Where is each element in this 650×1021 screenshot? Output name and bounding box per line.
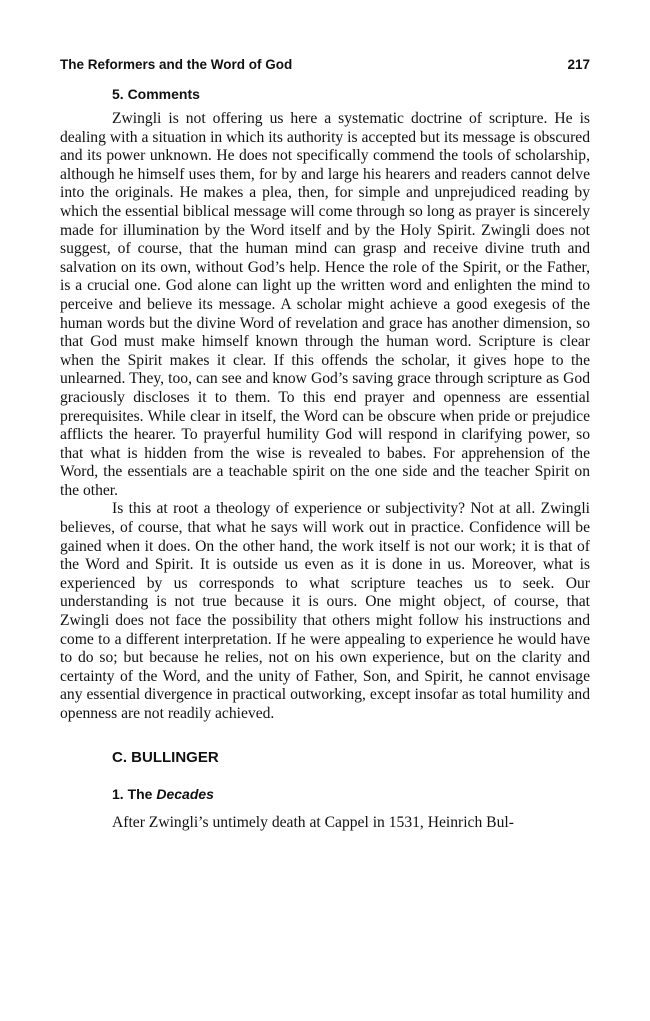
subsection-number: 1. The (112, 785, 153, 802)
chapter-heading: C. BULLINGER (112, 748, 219, 766)
subsection-title: Decades (156, 785, 214, 802)
subsection-heading (112, 784, 590, 804)
continuing-paragraph-line: After Zwingli’s untimely death at Cappel in 1531, Heinrich Bul- (112, 813, 514, 831)
section-heading: 5. Comments (112, 86, 200, 102)
paragraph-2: Is this at root a theology of experience or subjectivity? Not at all. Zwingli believes, of course, that what he says will work out in practice. Confidence will be gained when it does. On the other hand, the work itself is not our work; it is that of the Word and Spirit. It is outside us even as it is done in us. Moreover, what is experienced by us corresponds to what scripture teaches us to seek. Our understanding is not true because it is ours. One might object, of course, that Zwingli does not face the possibility that others might follow his instructions and come to a different interpretation. If he were appealing to experience he would have to do so; but because he relies, not on his own experience, but on the clarity and certainty of the Word, and the unity of Father, Son, and Spirit, he cannot envisage any essential divergence in practical outworking, except insofar as total humility and openness are not readily achieved. (60, 500, 590, 722)
book-page (60, 56, 590, 832)
page-number: 217 (567, 57, 590, 72)
running-head (60, 56, 590, 74)
paragraph-1: Zwingli is not offering us here a systematic doctrine of scripture. He is dealing with a situation in which its authority is accepted but its message is obscured and its power unknown. He does not specifically commend the tools of scholarship, although he himself uses them, for by and large his hearers and readers cannot delve into the originals. He makes a plea, then, for simple and unprejudiced reading by which the essential biblical message will come through so long as prayer is sincerely made for illumination by the Word itself and by the Holy Spirit. Zwingli does not suggest, of course, that the human mind can grasp and receive divine truth and salvation on its own, without God’s help. Hence the role of the Spirit, or the Father, is a crucial one. God alone can light up the written word and enlighten the mind to perceive and believe its message. A scholar might achieve a good exegesis of the human words but the divine Word of revelation and grace has another dimension, so that God must make himself known through the human word. Scripture is clear when the Spirit makes it clear. If this offends the scholar, it gives hope to the unlearned. They, too, can see and know God’s saving grace through scripture as God graciously discloses it to them. To this end prayer and openness are essential prerequisites. While clear in itself, the Word can be obscure when pride or prejudice afflicts the hearer. To prayerful humility God will respond in clarifying power, so that what is hidden from the wise is revealed to babes. For apprehension of the Word, the essentials are a teachable spirit on the one side and the teacher Spirit on the other. (60, 110, 590, 499)
running-title: The Reformers and the Word of God (60, 57, 293, 72)
